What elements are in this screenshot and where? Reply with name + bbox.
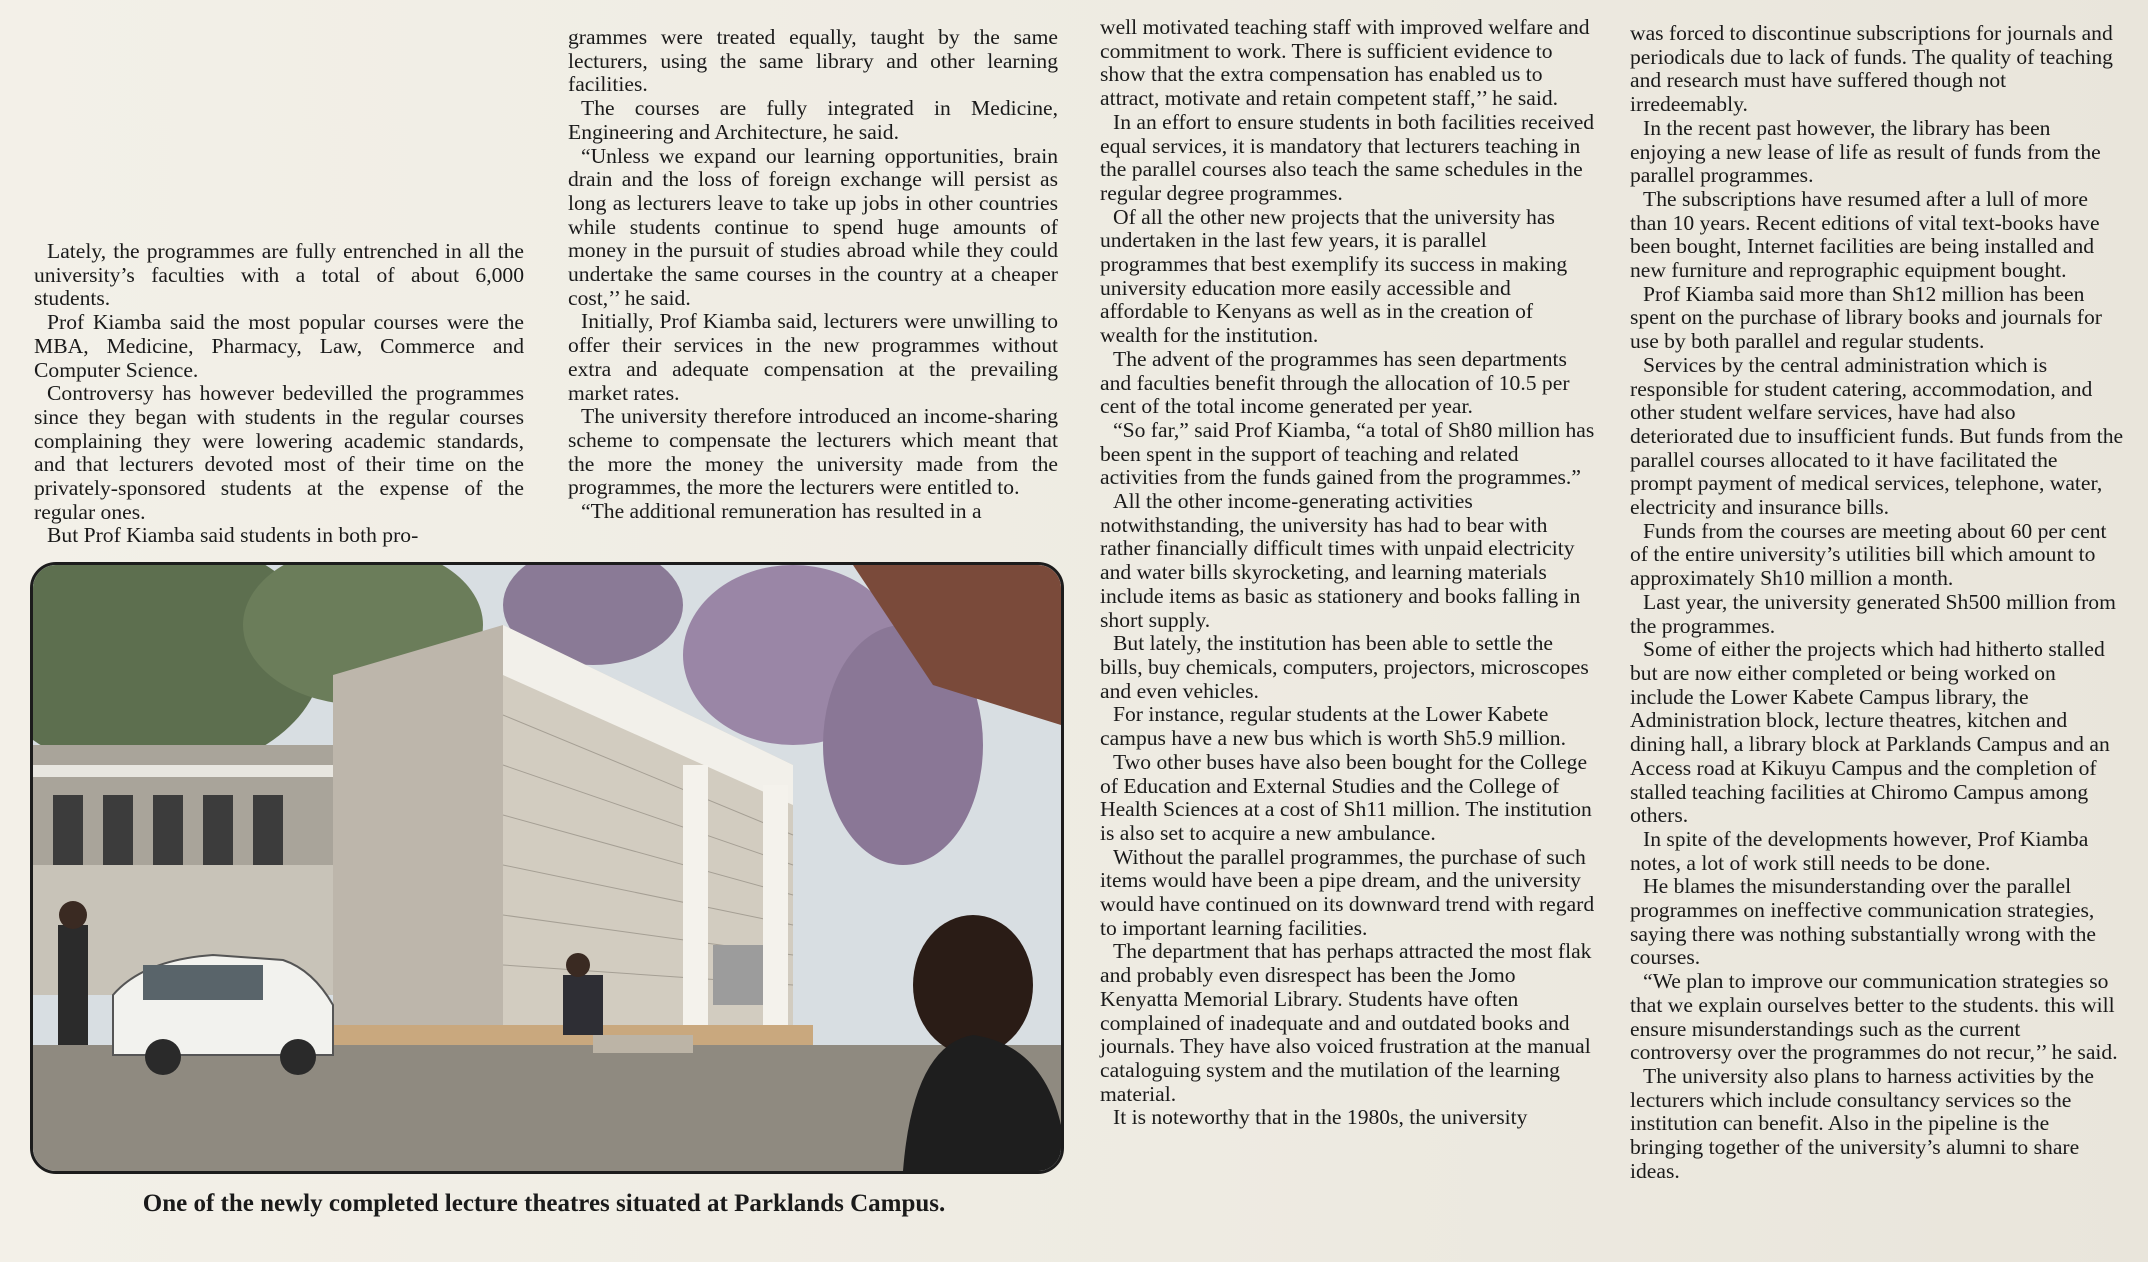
paragraph: Services by the central administration which is responsible for student catering, accommodation, and other student welfare services, have had also deteriorated due to insufficient funds. But funds from the parallel courses allocated to it have facilitated the prompt payment of medical services, telephone, water, electricity and insurance bills. <box>1630 352 2124 520</box>
paragraph: Last year, the university generated Sh500 million from the programmes. <box>1630 589 2116 638</box>
article-column-1 <box>34 240 524 548</box>
paragraph: grammes were treated equally, taught by the same lecturers, using the same library and other learning facilities. <box>568 25 1058 97</box>
paragraph: But lately, the institution has been able to settle the bills, buy chemicals, computers, projectors, microscopes and even vehicles. <box>1100 631 1589 703</box>
paragraph: Of all the other new projects that the university has undertaken in the last few years, it is parallel programmes that best exemplify its success in making university education more easily accessible and affordable to Kenyans as well as in the creation of wealth for the institution. <box>1100 204 1568 348</box>
paragraph: “We plan to improve our communication strategies so that we explain ourselves better to the students. this will ensure misunderstandings such as the current controversy over the programmes do not recur,’’ he said. <box>1630 969 2118 1065</box>
paragraph: But Prof Kiamba said students in both pro- <box>47 523 419 548</box>
paragraph: Two other buses have also been bought for the College of Education and External Studies and the College of Health Sciences at a cost of Sh11 million. The institution is also set to acquire a new ambulance. <box>1100 749 1592 845</box>
paragraph: Controversy has however bedevilled the programmes since they began with students in the regular courses complaining they were lowering academic standards, and that lecturers devoted most of their time on the privately-sponsored students at the expense of the regular ones. <box>34 381 524 524</box>
paragraph: The advent of the programmes has seen departments and faculties benefit through the allocation of 10.5 per cent of the total income generated per year. <box>1100 346 1570 419</box>
paragraph: It is noteworthy that in the 1980s, the university <box>1113 1105 1528 1130</box>
paragraph: Without the parallel programmes, the purchase of such items would have been a pipe dream, and the university would have continued on its downward trend with regard to important learning facilities. <box>1100 844 1595 940</box>
paragraph: well motivated teaching staff with improved welfare and commitment to work. There is sufficient evidence to show that the extra compensation has enabled us to attract, motivate and retain competent staff,’’ he said. <box>1100 15 1590 111</box>
paragraph: “The additional remuneration has resulted in a <box>581 499 982 524</box>
paragraph: For instance, regular students at the Lower Kabete campus have a new bus which is worth Sh5.9 million. <box>1100 702 1567 751</box>
paragraph: The university also plans to harness activities by the lecturers which include consultancy services so the institution can benefit. Also in the pipeline is the bringing together of the university’s alumni to share ideas. <box>1630 1063 2094 1183</box>
paragraph: The university therefore introduced an income-sharing scheme to compensate the lecturers which meant that the more the money the university made from the programmes, the more the lecturers were entitled to. <box>568 404 1058 500</box>
paragraph: Initially, Prof Kiamba said, lecturers were unwilling to offer their services in the new programmes without extra and adequate compensation at the prevailing market rates. <box>568 309 1058 405</box>
paragraph: was forced to discontinue subscriptions for journals and periodicals due to lack of funds. The quality of teaching and research must have suffered though not irredeemably. <box>1630 21 2113 117</box>
campus-photo <box>30 562 1064 1174</box>
paragraph: Some of either the projects which had hitherto stalled but are now either completed or being worked on include the Lower Kabete Campus library, the Administration block, lecture theatres, kitchen and dining hall, a library block at Parklands Campus and an Access road at Kikuyu Campus and the completion of stalled teaching facilities at Chiromo Campus among others. <box>1630 637 2110 828</box>
paragraph: In spite of the developments however, Prof Kiamba notes, a lot of work still needs to be done. <box>1630 826 2089 875</box>
paragraph: Prof Kiamba said more than Sh12 million has been spent on the purchase of library books and journals for use by both parallel and regular students. <box>1630 281 2102 354</box>
article-column-3 <box>1100 16 1596 1130</box>
paragraph: In the recent past however, the library has been enjoying a new lease of life as result of funds from the parallel programmes. <box>1630 115 2101 188</box>
paragraph: Prof Kiamba said the most popular courses were the MBA, Medicine, Pharmacy, Law, Commerce and Computer Science. <box>34 310 524 382</box>
paragraph: The subscriptions have resumed after a lull of more than 10 years. Recent editions of vital text-books have been bought, Internet facilities are being installed and new furniture and reprographic equipment bought. <box>1630 186 2100 283</box>
paragraph: All the other income-generating activities notwithstanding, the university has had to bear with rather financially difficult times with unpaid electricity and water bills skyrocketing, and learning materials include items as basic as stationery and books falling in short supply. <box>1100 489 1581 632</box>
paragraph: He blames the misunderstanding over the parallel programmes on ineffective communication strategies, saying there was nothing substantially wrong with the courses. <box>1630 874 2096 970</box>
paragraph: “So far,” said Prof Kiamba, “a total of Sh80 million has been spent in the support of teaching and related activities from the funds gained from the programmes.” <box>1100 417 1595 490</box>
article-column-4 <box>1630 22 2124 1183</box>
lecture-theatre-illustration <box>33 565 1061 1171</box>
photo-caption: One of the newly completed lecture theatres situated at Parklands Campus. <box>142 1190 946 1217</box>
paragraph: “Unless we expand our learning opportunities, brain drain and the loss of foreign exchange will persist as long as lecturers leave to take up jobs in other countries while students continue to spend huge amounts of money in the pursuit of studies abroad while they could undertake the same courses in the country at a cheaper cost,’’ he said. <box>568 143 1058 310</box>
article-column-2 <box>568 26 1058 524</box>
paragraph: The courses are fully integrated in Medicine, Engineering and Architecture, he said. <box>568 96 1058 144</box>
paragraph: The department that has perhaps attracted the most flak and probably even disrespect has been the Jomo Kenyatta Memorial Library. Students have often complained of inadequate and and outdated books and journals. They have also voiced frustration at the manual cataloguing system and the mutilation of the learning material. <box>1100 939 1592 1106</box>
paragraph: Funds from the courses are meeting about 60 per cent of the entire university’s utilities bill which amount to approximately Sh10 million a month. <box>1630 518 2107 591</box>
paragraph: In an effort to ensure students in both facilities received equal services, it is mandatory that lecturers teaching in the parallel courses also teach the same schedules in the regular degree programmes. <box>1100 109 1595 205</box>
paragraph: Lately, the programmes are fully entrenched in all the university’s faculties with a total of about 6,000 students. <box>34 239 524 311</box>
